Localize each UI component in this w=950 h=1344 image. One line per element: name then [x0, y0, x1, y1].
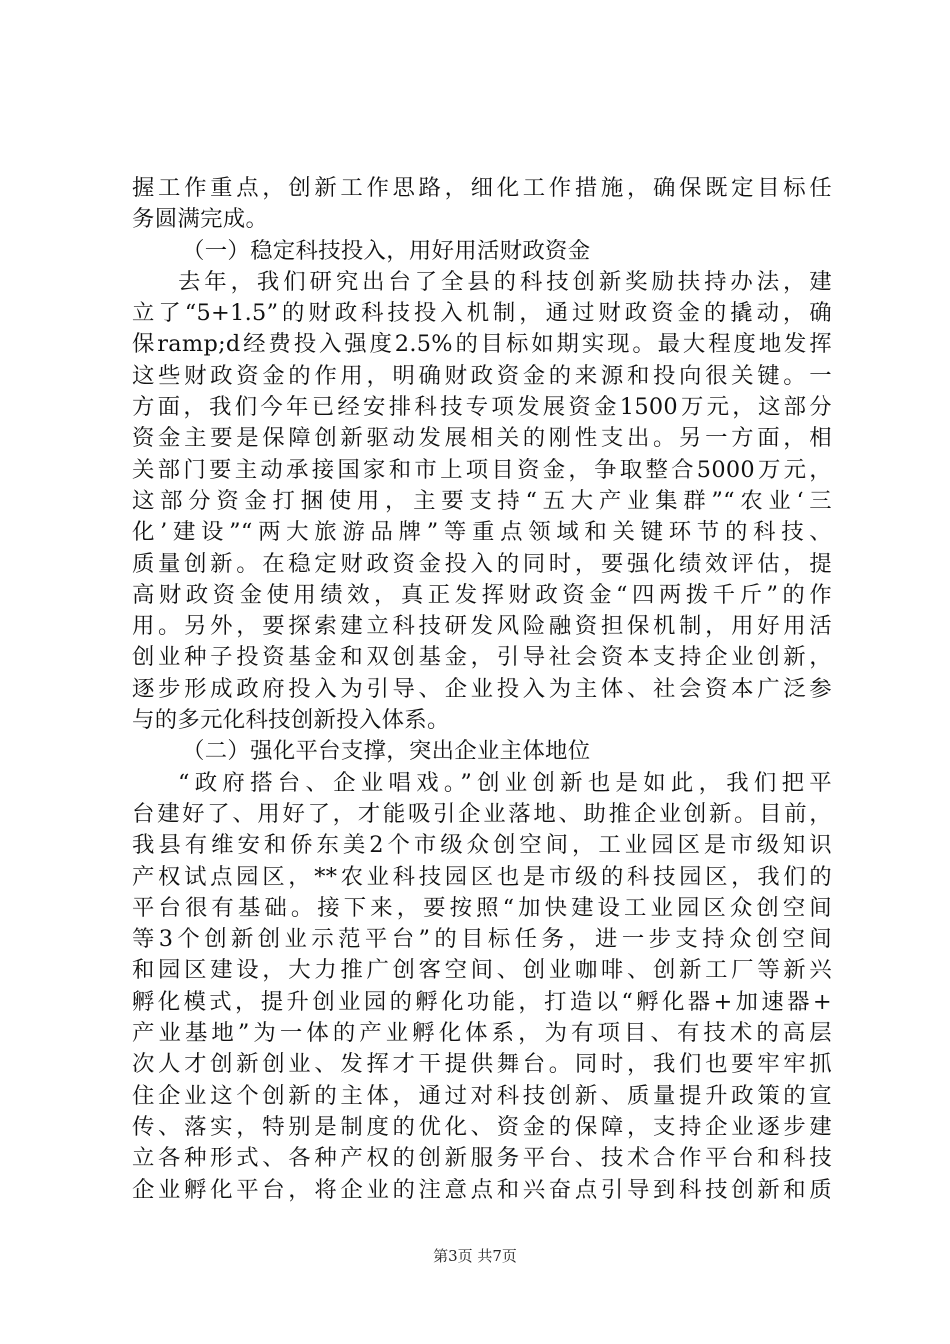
text-line: 立各种形式、各种产权的创新服务平台、技术合作平台和科技: [132, 1145, 832, 1172]
text-line: 化’建设”“两大旅游品牌”等重点领域和关键环节的科技、: [132, 519, 832, 546]
text-line: 孵化模式，提升创业园的孵化功能，打造以“孵化器+加速器+: [132, 988, 832, 1015]
paragraph-first-line: “政府搭台、企业唱戏。”创业创新也是如此，我们把平: [178, 769, 832, 796]
text-line: 等3个创新创业示范平台”的目标任务，进一步支持众创空间: [132, 926, 832, 953]
text-line: 产业基地”为一体的产业孵化体系，为有项目、有技术的高层: [132, 1020, 832, 1047]
text-line: 创业种子投资基金和双创基金，引导社会资本支持企业创新，: [132, 644, 832, 671]
text-line: 逐步形成政府投入为引导、企业投入为主体、社会资本广泛参: [132, 675, 832, 702]
text-line: 立了“5+1.5”的财政科技投入机制，通过财政资金的撬动，确: [132, 300, 832, 327]
text-line: 方面，我们今年已经安排科技专项发展资金1500万元，这部分: [132, 394, 832, 421]
text-line: 与的多元化科技创新投入体系。: [132, 707, 450, 734]
section-heading: （二）强化平台支撑，突出企业主体地位: [182, 738, 591, 765]
text-line: 次人才创新创业、发挥才干提供舞台。同时，我们也要牢牢抓: [132, 1051, 832, 1078]
text-line: 和园区建设，大力推广创客空间、创业咖啡、创新工厂等新兴: [132, 957, 832, 984]
text-line: 资金主要是保障创新驱动发展相关的刚性支出。另一方面，相: [132, 425, 832, 452]
text-line: 关部门要主动承接国家和市上项目资金，争取整合5000万元，: [132, 456, 832, 483]
page-number-footer: 第3页 共7页: [433, 1247, 517, 1265]
text-line: 务圆满完成。: [132, 206, 269, 233]
text-line: 我县有维安和侨东美2个市级众创空间，工业园区是市级知识: [132, 832, 832, 859]
text-line: 用。另外，要探索建立科技研发风险融资担保机制，用好用活: [132, 613, 832, 640]
text-line: 平台很有基础。接下来，要按照“加快建设工业园区众创空间: [132, 894, 832, 921]
text-line: 住企业这个创新的主体，通过对科技创新、质量提升政策的宣: [132, 1082, 832, 1109]
text-line: 这些财政资金的作用，明确财政资金的来源和投向很关键。一: [132, 362, 832, 389]
text-line: 传、落实，特别是制度的优化、资金的保障，支持企业逐步建: [132, 1113, 832, 1140]
text-line: 台建好了、用好了，才能吸引企业落地、助推企业创新。目前，: [132, 800, 832, 827]
paragraph-first-line: 去年，我们研究出台了全县的科技创新奖励扶持办法，建: [178, 268, 832, 295]
text-line: 企业孵化平台，将企业的注意点和兴奋点引导到科技创新和质: [132, 1176, 832, 1203]
text-line: 保ramp;d经费投入强度2.5%的目标如期实现。最大程度地发挥: [132, 331, 832, 358]
text-line: 高财政资金使用绩效，真正发挥财政资金“四两拨千斤”的作: [132, 581, 832, 608]
body-text: [132, 173, 832, 1206]
text-line: 握工作重点，创新工作思路，细化工作措施，确保既定目标任: [132, 175, 832, 201]
text-line: 这部分资金打捆使用，主要支持“五大产业集群”“农业‘三: [132, 487, 832, 514]
text-line: 质量创新。在稳定财政资金投入的同时，要强化绩效评估，提: [132, 550, 832, 577]
text-line: 产权试点园区，**农业科技园区也是市级的科技园区，我们的: [132, 863, 832, 890]
section-heading: （一）稳定科技投入，用好用活财政资金: [182, 237, 591, 264]
